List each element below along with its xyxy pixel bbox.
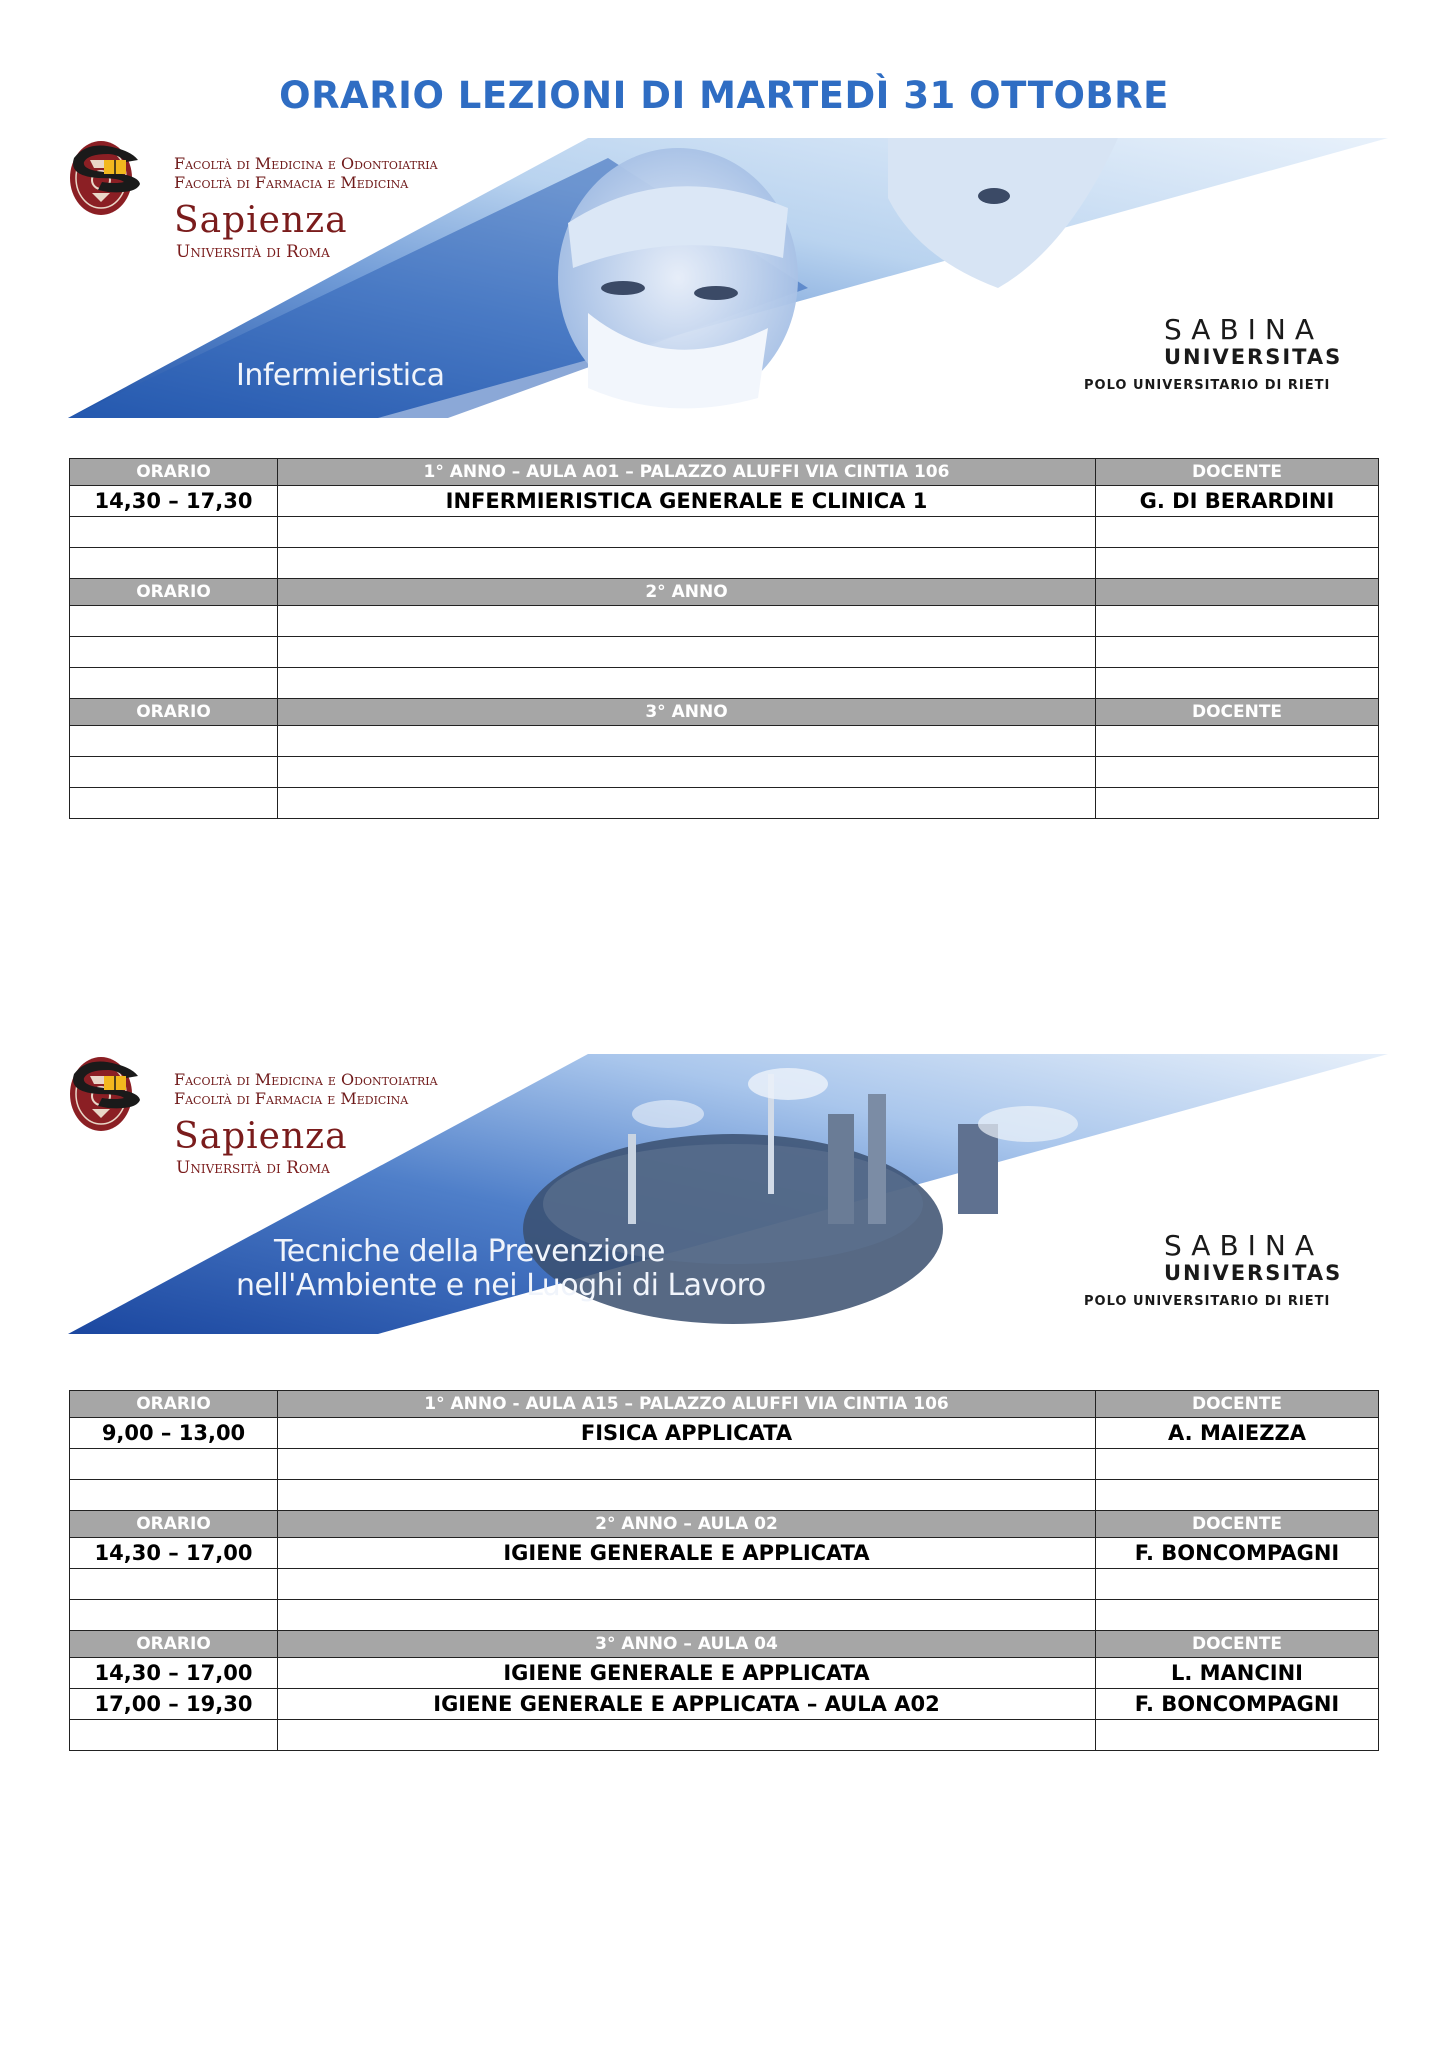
cell-corso: IGIENE GENERALE E APPLICATA [278, 1658, 1096, 1689]
cell-docente [1096, 1720, 1379, 1751]
table-row [70, 788, 1379, 819]
schedule-table-tecniche-prevenzione [69, 1390, 1379, 1751]
header-docente [1096, 579, 1379, 606]
cell-corso [278, 1600, 1096, 1631]
header-orario: ORARIO [70, 1391, 278, 1418]
cell-orario [70, 606, 278, 637]
university-subtitle: Università di Roma [176, 242, 330, 262]
header-anno: 3° ANNO – AULA 04 [278, 1631, 1096, 1658]
university-name: Sapienza [174, 200, 348, 241]
header-orario: ORARIO [70, 699, 278, 726]
header-anno: 2° ANNO [278, 579, 1096, 606]
header-anno: 3° ANNO [278, 699, 1096, 726]
universitas-wordmark: UNIVERSITAS [1164, 345, 1343, 369]
cell-docente [1096, 548, 1379, 579]
cell-orario [70, 757, 278, 788]
table-row [70, 726, 1379, 757]
cell-corso: IGIENE GENERALE E APPLICATA [278, 1538, 1096, 1569]
cell-corso [278, 1480, 1096, 1511]
table-header-row [70, 579, 1379, 606]
cell-corso: INFERMIERISTICA GENERALE E CLINICA 1 [278, 486, 1096, 517]
header-orario: ORARIO [70, 1631, 278, 1658]
sabina-wordmark: SABINA [1164, 1229, 1324, 1262]
cell-corso [278, 668, 1096, 699]
table-row [70, 548, 1379, 579]
header-docente: DOCENTE [1096, 459, 1379, 486]
table-header-row [70, 1511, 1379, 1538]
cell-corso [278, 606, 1096, 637]
table-row [70, 1600, 1379, 1631]
header-anno: 1° ANNO – AULA A01 – PALAZZO ALUFFI VIA CINTIA 106 [278, 459, 1096, 486]
cell-orario [70, 1449, 278, 1480]
header-docente: DOCENTE [1096, 1631, 1379, 1658]
cell-orario: 14,30 – 17,00 [70, 1658, 278, 1689]
cell-docente [1096, 606, 1379, 637]
table-row [70, 1449, 1379, 1480]
cell-orario: 14,30 – 17,00 [70, 1538, 278, 1569]
cell-orario [70, 548, 278, 579]
cell-corso [278, 517, 1096, 548]
cell-corso: FISICA APPLICATA [278, 1418, 1096, 1449]
table-row [70, 1658, 1379, 1689]
course-name-line-2: nell'Ambiente e nei Luoghi di Lavoro [236, 1268, 766, 1303]
cell-corso [278, 757, 1096, 788]
university-name: Sapienza [174, 1116, 348, 1157]
cell-corso [278, 1720, 1096, 1751]
cell-orario: 9,00 – 13,00 [70, 1418, 278, 1449]
table-header-row [70, 459, 1379, 486]
table-row [70, 757, 1379, 788]
cell-docente [1096, 726, 1379, 757]
cell-corso [278, 726, 1096, 757]
faculty-line-2: Facoltà di Farmacia e Medicina [174, 1089, 409, 1108]
table-row [70, 1720, 1379, 1751]
cell-corso [278, 548, 1096, 579]
table-header-row [70, 1391, 1379, 1418]
faculty-line-1: Facoltà di Medicina e Odontoiatria [174, 154, 438, 173]
table-row [70, 1538, 1379, 1569]
table-row [70, 668, 1379, 699]
cell-corso: IGIENE GENERALE E APPLICATA – AULA A02 [278, 1689, 1096, 1720]
cell-orario [70, 726, 278, 757]
table-row [70, 1689, 1379, 1720]
table-row [70, 517, 1379, 548]
cell-docente [1096, 637, 1379, 668]
table-header-row [70, 1631, 1379, 1658]
table-row [70, 486, 1379, 517]
header-orario: ORARIO [70, 1511, 278, 1538]
sabina-logo-icon [68, 1054, 150, 1110]
sabina-logo-icon [68, 138, 150, 194]
cell-docente [1096, 1600, 1379, 1631]
header-docente: DOCENTE [1096, 699, 1379, 726]
cell-orario: 14,30 – 17,30 [70, 486, 278, 517]
university-subtitle: Università di Roma [176, 1158, 330, 1178]
cell-docente [1096, 1449, 1379, 1480]
cell-orario [70, 668, 278, 699]
table-row [70, 606, 1379, 637]
cell-corso [278, 788, 1096, 819]
banner-infermieristica [68, 138, 1388, 418]
header-anno: 2° ANNO – AULA 02 [278, 1511, 1096, 1538]
cell-orario [70, 1600, 278, 1631]
page-title: ORARIO LEZIONI DI MARTEDÌ 31 OTTOBRE [279, 74, 1169, 117]
header-orario: ORARIO [70, 579, 278, 606]
cell-docente: G. DI BERARDINI [1096, 486, 1379, 517]
cell-orario: 17,00 – 19,30 [70, 1689, 278, 1720]
cell-orario [70, 517, 278, 548]
table-row [70, 1569, 1379, 1600]
table-row [70, 1418, 1379, 1449]
table-row [70, 637, 1379, 668]
course-name-line-1: Tecniche della Prevenzione [274, 1234, 665, 1269]
cell-docente [1096, 788, 1379, 819]
header-orario: ORARIO [70, 459, 278, 486]
cell-corso [278, 637, 1096, 668]
polo-label: POLO UNIVERSITARIO DI RIETI [1084, 1294, 1331, 1309]
cell-docente [1096, 757, 1379, 788]
cell-docente: F. BONCOMPAGNI [1096, 1689, 1379, 1720]
cell-orario [70, 1569, 278, 1600]
cell-corso [278, 1449, 1096, 1480]
polo-label: POLO UNIVERSITARIO DI RIETI [1084, 378, 1331, 393]
table-row [70, 1480, 1379, 1511]
table-header-row [70, 699, 1379, 726]
cell-docente [1096, 517, 1379, 548]
header-docente: DOCENTE [1096, 1511, 1379, 1538]
cell-orario [70, 1480, 278, 1511]
schedule-table-infermieristica [69, 458, 1379, 819]
faculty-line-1: Facoltà di Medicina e Odontoiatria [174, 1070, 438, 1089]
cell-orario [70, 1720, 278, 1751]
header-docente: DOCENTE [1096, 1391, 1379, 1418]
cell-docente [1096, 1480, 1379, 1511]
universitas-wordmark: UNIVERSITAS [1164, 1261, 1343, 1285]
cell-docente [1096, 1569, 1379, 1600]
cell-orario [70, 788, 278, 819]
cell-corso [278, 1569, 1096, 1600]
cell-orario [70, 637, 278, 668]
sabina-wordmark: SABINA [1164, 313, 1324, 346]
banner-tecniche-prevenzione [68, 1054, 1388, 1334]
course-name: Infermieristica [236, 358, 445, 393]
cell-docente: L. MANCINI [1096, 1658, 1379, 1689]
faculty-line-2: Facoltà di Farmacia e Medicina [174, 173, 409, 192]
cell-docente [1096, 668, 1379, 699]
cell-docente: A. MAIEZZA [1096, 1418, 1379, 1449]
cell-docente: F. BONCOMPAGNI [1096, 1538, 1379, 1569]
header-anno: 1° ANNO - AULA A15 – PALAZZO ALUFFI VIA CINTIA 106 [278, 1391, 1096, 1418]
